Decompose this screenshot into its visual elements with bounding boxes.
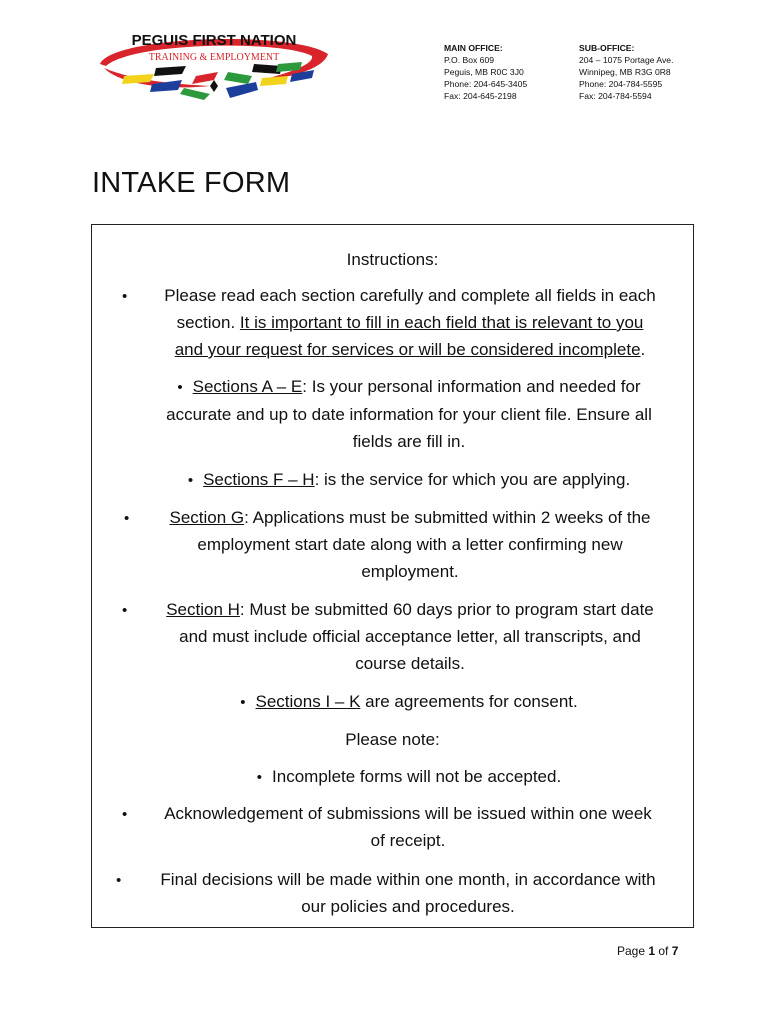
bullet-icon: • (177, 379, 183, 396)
instruction-line: employment. (361, 562, 459, 581)
instruction-item (130, 466, 688, 494)
note-line: Final decisions will be made within one month, in accordance with (160, 870, 656, 889)
bullet-icon: • (240, 694, 246, 711)
instruction-line: • Sections F – H: is the service for which you are applying. (187, 470, 631, 489)
organization-logo (92, 28, 332, 108)
instruction-line: • Sections A – E: Is your personal information and needed for (177, 377, 641, 396)
note-line: our policies and procedures. (301, 897, 515, 916)
main-office-phone: Phone: 204-645-3405 (444, 79, 528, 89)
instruction-item (130, 373, 688, 455)
bullet-icon: • (187, 472, 194, 489)
instruction-line: • Sections I – K are agreements for consent. (240, 692, 578, 711)
bullet-icon: • (122, 602, 128, 619)
bullet-icon: • (256, 769, 263, 786)
sub-office-phone: Phone: 204-784-5595 (579, 79, 663, 89)
instruction-line: employment start date along with a letter confirming new (197, 535, 623, 554)
form-title: INTAKE FORM (92, 167, 291, 199)
bullet-icon: • (124, 510, 130, 527)
instruction-line: and your request for services or will be considered incomplete. (174, 340, 646, 359)
main-office-line: Peguis, MB R0C 3J0 (444, 67, 524, 77)
instruction-line: course details. (355, 654, 465, 673)
instruction-item (140, 282, 680, 363)
instruction-line: Please read each section carefully and complete all fields in each (164, 286, 656, 305)
instruction-item (130, 688, 688, 716)
note-item (138, 800, 678, 854)
instruction-item (140, 504, 680, 585)
main-office-line: P.O. Box 609 (444, 55, 495, 65)
instruction-line: section. It is important to fill in each field that is relevant to you (176, 313, 644, 332)
sub-office-heading: SUB-OFFICE: (579, 43, 635, 53)
sub-office-address (579, 42, 673, 102)
note-line: of receipt. (370, 831, 446, 850)
bullet-icon: • (122, 288, 128, 305)
sub-office-fax: Fax: 204-784-5594 (579, 91, 652, 101)
instruction-line: Section H: Must be submitted 60 days prior to program start date (166, 600, 654, 619)
instruction-line: fields are fill in. (352, 432, 466, 451)
instruction-item (138, 596, 682, 677)
note-heading: Please note: (345, 730, 440, 749)
instruction-line: Section G: Applications must be submitted within 2 weeks of the (169, 508, 651, 527)
sub-office-line: 204 – 1075 Portage Ave. (579, 55, 674, 65)
instruction-line: and must include official acceptance letter, all transcripts, and (179, 627, 641, 646)
logo-org-name: PEGUIS FIRST NATION (131, 32, 297, 49)
main-office-fax: Fax: 204-645-2198 (444, 91, 517, 101)
logo-org-subtitle: TRAINING & EMPLOYMENT (148, 52, 280, 63)
note-line: Acknowledgement of submissions will be issued within one week (164, 804, 652, 823)
note-item (130, 763, 688, 791)
instruction-line: accurate and up to date information for your client file. Ensure all (166, 405, 652, 424)
note-line: • Incomplete forms will not be accepted. (256, 767, 562, 786)
sub-office-line: Winnipeg, MB R3G 0R8 (579, 67, 671, 77)
bullet-icon: • (116, 872, 122, 889)
main-office-heading: MAIN OFFICE: (444, 43, 503, 53)
main-office-address (444, 42, 527, 102)
bullet-icon: • (122, 806, 128, 823)
instructions-heading: Instructions: (346, 250, 439, 269)
note-item (132, 866, 684, 920)
page-number: Page 1 of 7 (617, 944, 679, 958)
